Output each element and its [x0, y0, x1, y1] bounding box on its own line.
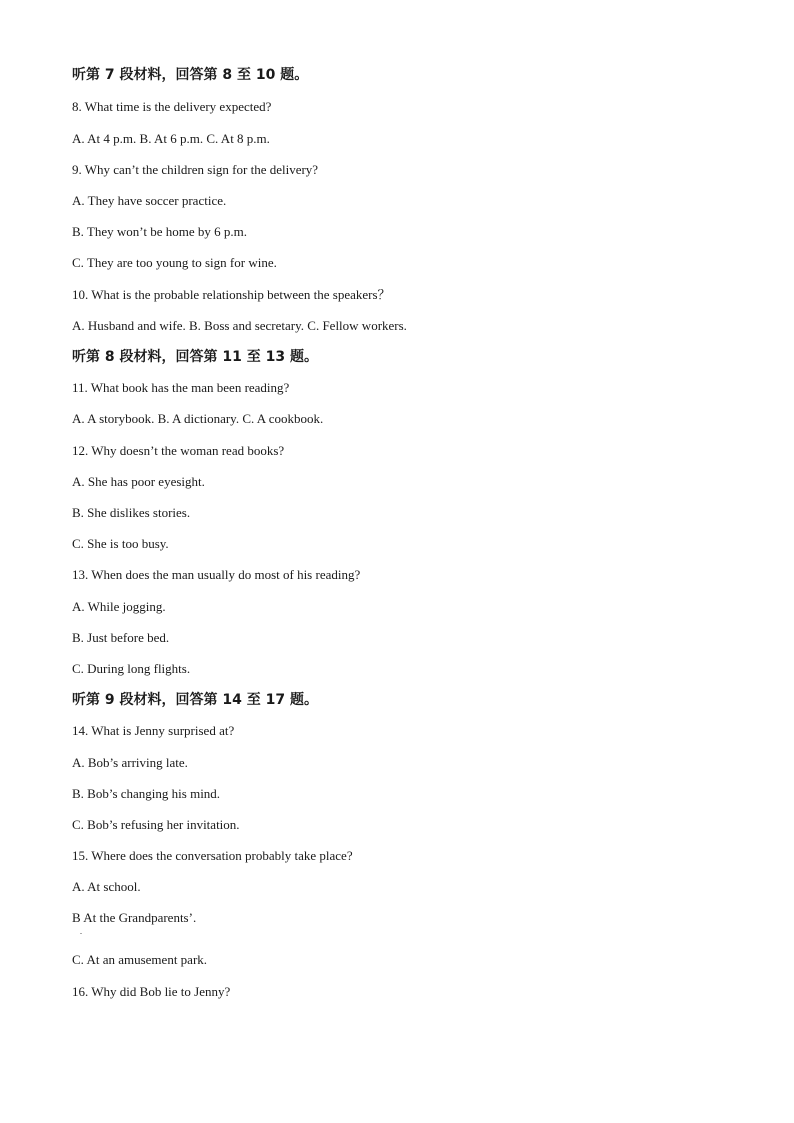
option-13b: B. Just before bed. [72, 630, 170, 645]
option-9b: B. They won’t be home by 6 p.m. [72, 224, 248, 239]
question-16: 16. Why did Bob lie to Jenny? [72, 984, 231, 999]
question-12: 12. Why doesn’t the woman read books? [72, 443, 285, 458]
question-11: 11. What book has the man been reading? [72, 380, 290, 395]
option-15a: A. At school. [72, 879, 141, 894]
options-8: A. At 4 p.m. B. At 6 p.m. C. At 8 p.m. [72, 131, 270, 146]
option-12b: B. She dislikes stories. [72, 505, 191, 520]
option-13a: A. While jogging. [72, 599, 166, 614]
options-11: A. A storybook. B. A dictionary. C. A cookbook. [72, 411, 324, 426]
option-15c: C. At an amusement park. [72, 952, 208, 967]
option-9a: A. They have soccer practice. [72, 193, 227, 208]
option-15b: B At the Grandparents’. [72, 910, 197, 925]
option-9c: C. They are too young to sign for wine. [72, 255, 277, 270]
options-10: A. Husband and wife. B. Boss and secretary. C. Fellow workers. [72, 318, 407, 333]
option-14b: B. Bob’s changing his mind. [72, 786, 221, 801]
question-15: 15. Where does the conversation probably take place? [72, 848, 353, 863]
question-14: 14. What is Jenny surprised at? [72, 723, 235, 738]
question-13: 13. When does the man usually do most of his reading? [72, 567, 361, 582]
option-13c: C. During long flights. [72, 661, 191, 676]
section-heading: 听第 8 段材料，回答第 11 至 13 题。 [72, 349, 318, 365]
section-heading: 听第 7 段材料，回答第 8 至 10 题。 [72, 67, 309, 83]
option-14c: C. Bob’s refusing her invitation. [72, 817, 240, 832]
stray-mark: . [80, 927, 82, 936]
question-9: 9. Why can’t the children sign for the delivery? [72, 162, 319, 177]
option-12c: C. She is too busy. [72, 536, 169, 551]
question-10: 10. What is the probable relationship between the speakers？ [72, 287, 391, 302]
question-8: 8. What time is the delivery expected? [72, 99, 272, 114]
option-14a: A. Bob’s arriving late. [72, 755, 188, 770]
option-12a: A. She has poor eyesight. [72, 474, 205, 489]
section-heading: 听第 9 段材料，回答第 14 至 17 题。 [72, 692, 318, 708]
